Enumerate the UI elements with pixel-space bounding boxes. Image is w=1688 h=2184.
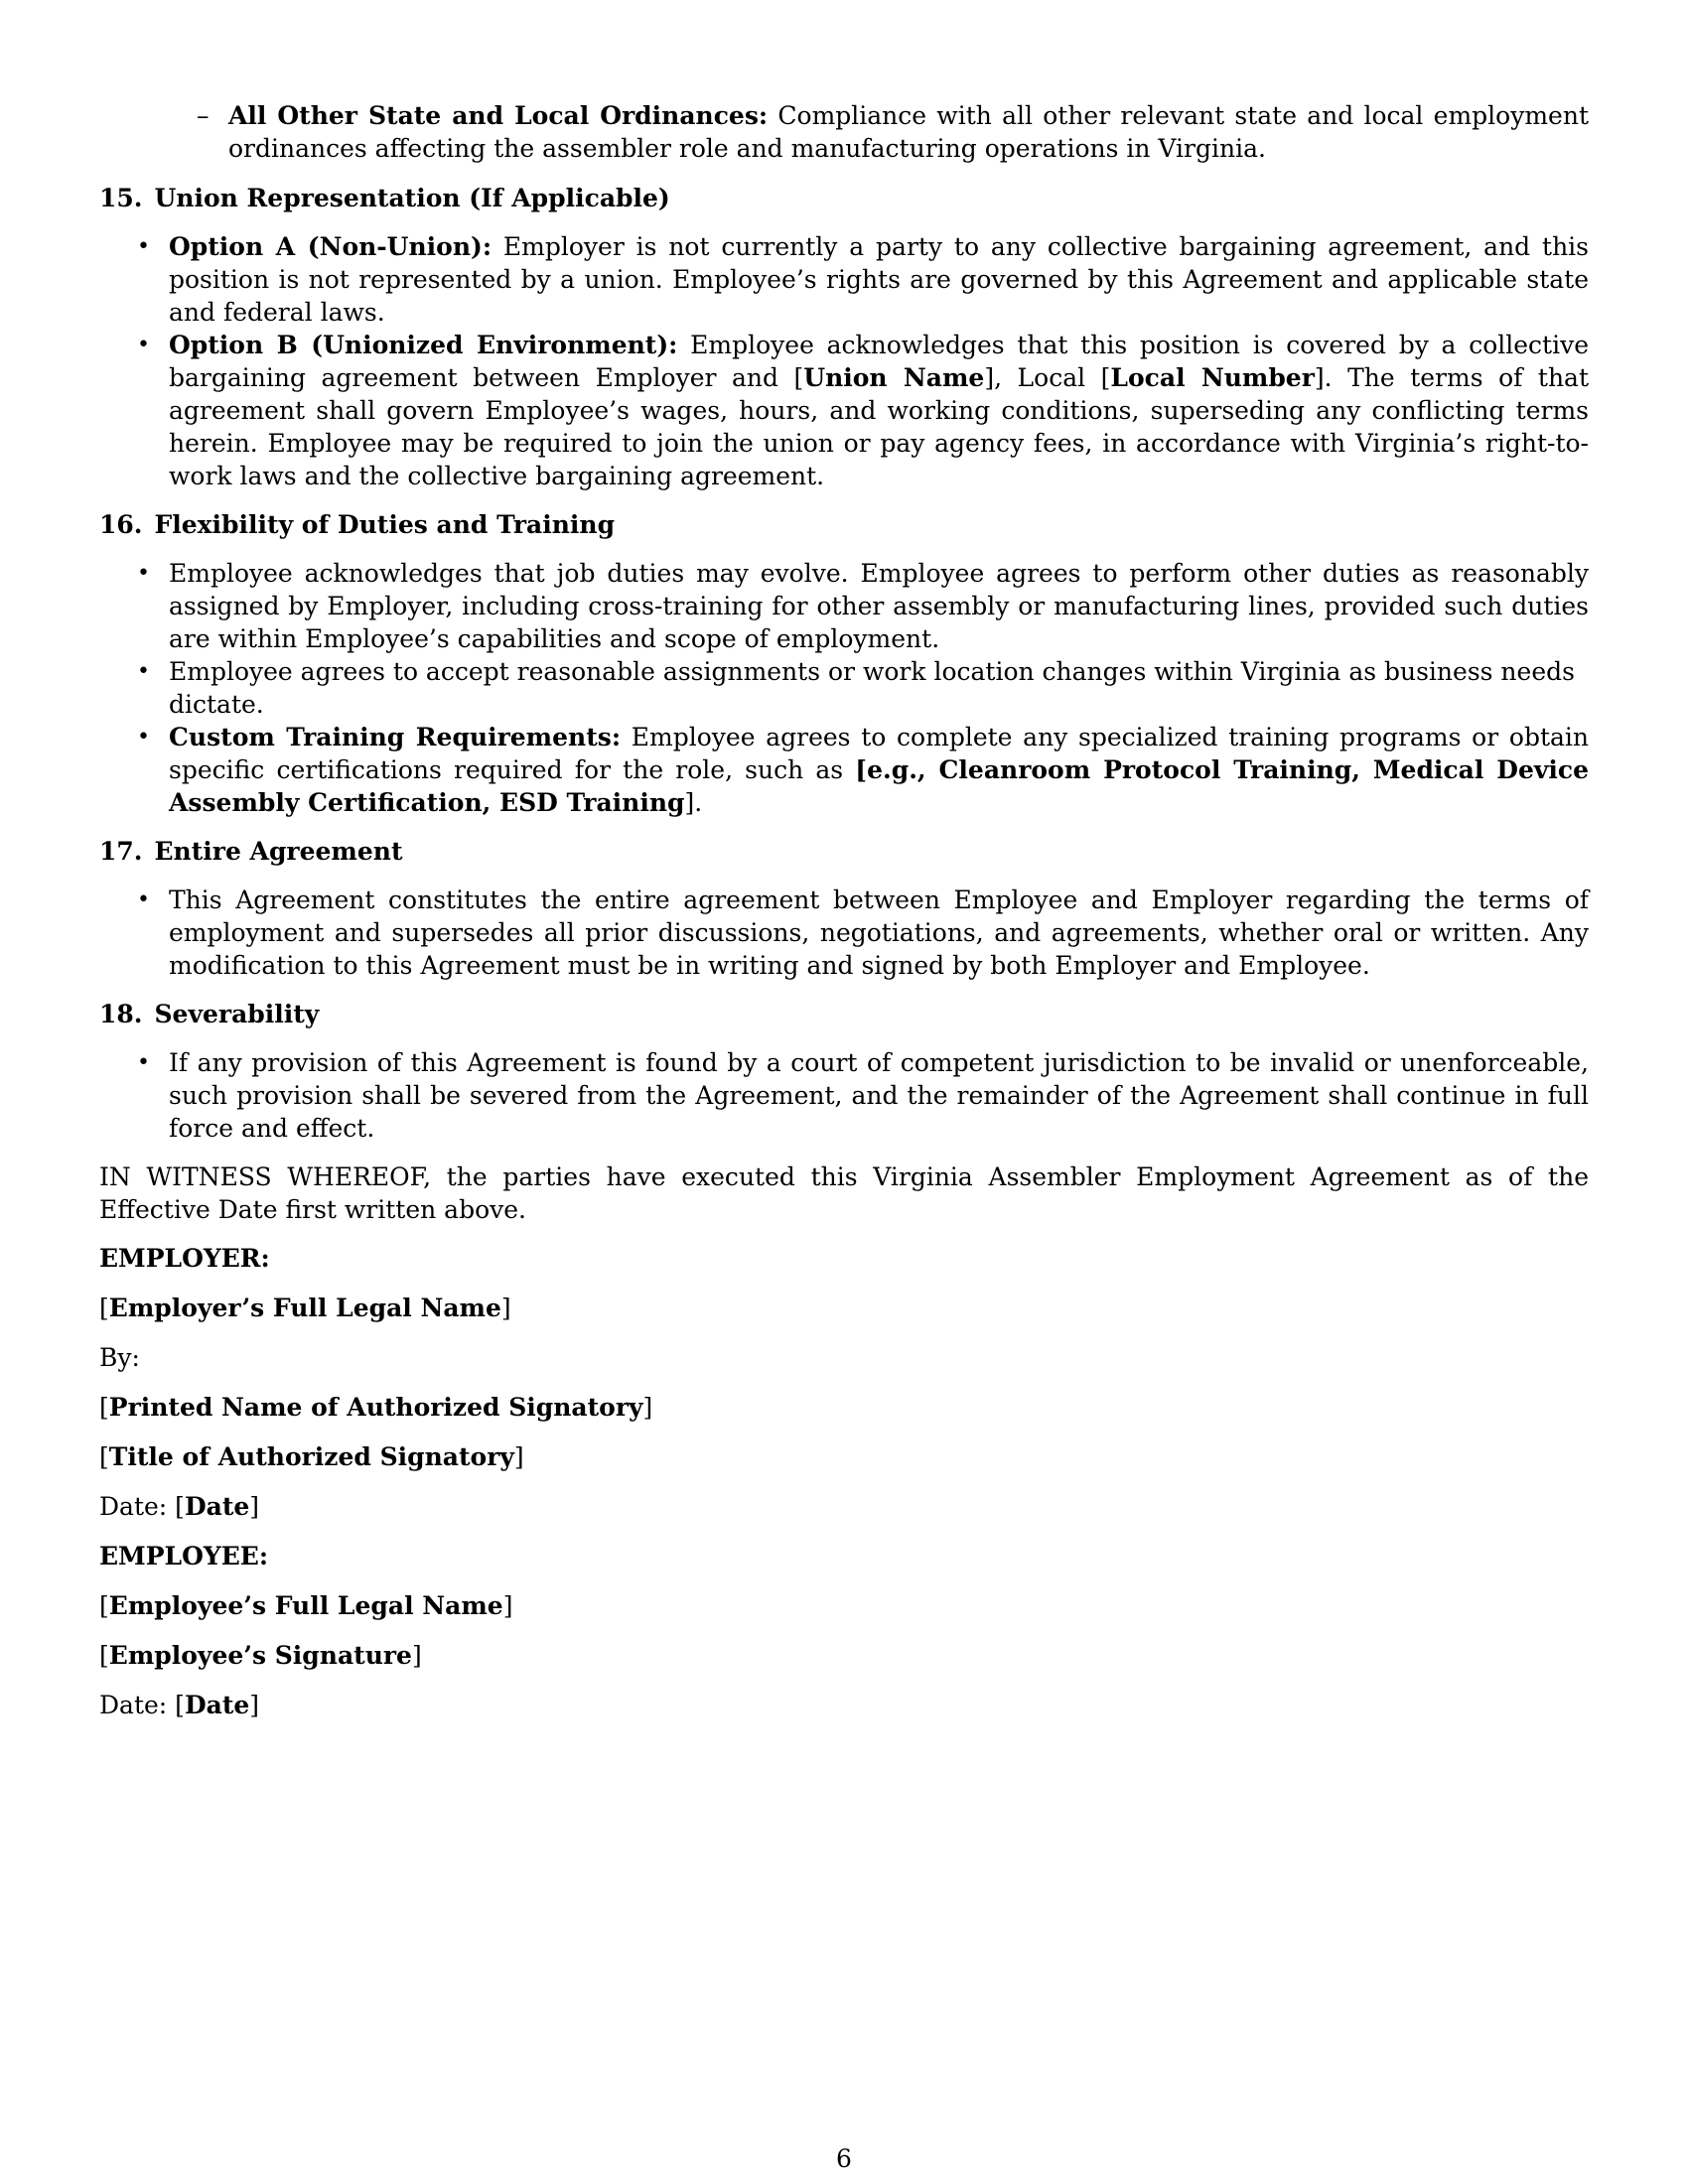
bracket: [ <box>99 1294 109 1322</box>
document-page <box>99 99 1589 1738</box>
date-label: Date: <box>99 1492 168 1521</box>
bullet-marker: • <box>137 333 150 357</box>
witness-paragraph: IN WITNESS WHEREOF, the parties have executed this Virginia Assembler Employment Agreement as of the Effective Date first written above. <box>99 1162 1589 1224</box>
section-17-list <box>99 884 1589 982</box>
signatory-title-line <box>99 1440 1589 1473</box>
list-item-text: If any provision of this Agreement is found by a court of competent jurisdiction to be invalid or unenforceable, such provision shall be severed from the Agreement, and the remainder of the Agreement shall continue in full force and effect. <box>169 1048 1589 1143</box>
section-number: 18. <box>99 1000 143 1028</box>
bullet-marker: • <box>137 887 150 912</box>
employer-heading: EMPLOYER: <box>99 1244 270 1273</box>
employee-signature-placeholder: Employee’s Signature <box>108 1641 412 1670</box>
employee-heading: EMPLOYEE: <box>99 1542 269 1570</box>
bracket: ] <box>642 1393 653 1422</box>
page-number: 6 <box>836 2144 852 2173</box>
section-title: Union Representation (If Applicable) <box>154 184 670 212</box>
bracket: [ <box>99 1591 109 1620</box>
employer-name-line <box>99 1292 1589 1324</box>
subitem-label: All Other State and Local Ordinances: <box>228 101 769 130</box>
bracket: ] <box>249 1492 260 1521</box>
section-16-list <box>99 557 1589 819</box>
list-item-text: Employee acknowledges that job duties may evolve. Employee agrees to perform other duties as reasonably assigned by Employer, including cross-training for other assembly or manufacturing lines, provided such duties are within Employee’s capabilities and scope of employment. <box>169 559 1589 653</box>
dash-marker: – <box>197 101 210 130</box>
section-title: Entire Agreement <box>154 837 403 866</box>
employer-date-line <box>99 1490 1589 1523</box>
date-placeholder: Date <box>184 1691 250 1719</box>
option-b-text: Employee acknowledges that this position is covered by a collective bargaining agreement between Employer and [ <box>169 331 1589 392</box>
bullet-marker: • <box>137 725 150 750</box>
employee-name-line <box>99 1589 1589 1622</box>
section-17-heading <box>99 835 1589 868</box>
printed-name-placeholder: Printed Name of Authorized Signatory <box>108 1393 643 1422</box>
list-item <box>99 655 1589 721</box>
option-b-text: ], Local [ <box>984 363 1111 392</box>
employer-name-placeholder: Employer’s Full Legal Name <box>108 1294 501 1322</box>
bracket: ] <box>411 1641 422 1670</box>
date-placeholder: Date <box>184 1492 250 1521</box>
bracket: [ <box>99 1442 109 1471</box>
bracket: [ <box>175 1691 185 1719</box>
list-item <box>99 557 1589 655</box>
signatory-title-placeholder: Title of Authorized Signatory <box>108 1442 514 1471</box>
training-label: Custom Training Requirements: <box>169 723 622 751</box>
bracket: [ <box>99 1393 109 1422</box>
bracket: [ <box>99 1641 109 1670</box>
printed-name-line <box>99 1391 1589 1424</box>
section-18-list <box>99 1046 1589 1145</box>
section-15-list <box>99 230 1589 492</box>
section-18-heading <box>99 998 1589 1030</box>
local-number-placeholder: Local Number <box>1110 363 1315 392</box>
list-item <box>99 884 1589 982</box>
list-item <box>99 230 1589 329</box>
section-number: 16. <box>99 510 143 539</box>
employee-name-placeholder: Employee’s Full Legal Name <box>108 1591 503 1620</box>
list-item-text: Employee agrees to complete any specialized training programs or obtain specific certifications required for the role, such as <box>169 723 1590 784</box>
list-item-text: ]. <box>684 788 703 817</box>
section-title: Severability <box>154 1000 320 1028</box>
bullet-marker: • <box>137 1050 150 1075</box>
training-examples: [e.g., Cleanroom Protocol Training, Medical Device Assembly Certification, ESD Training <box>169 755 1589 817</box>
bracket: ] <box>502 1591 513 1620</box>
list-item <box>99 329 1589 492</box>
union-name-placeholder: Union Name <box>803 363 985 392</box>
bullet-marker: • <box>137 234 150 259</box>
employee-date-line <box>99 1689 1589 1721</box>
bracket: ] <box>249 1691 260 1719</box>
bracket: ] <box>500 1294 511 1322</box>
option-a-text: Employer is not currently a party to any collective bargaining agreement, and this position is not represented by a union. Employee’s rights are governed by this Agreement and applicable state and federal laws. <box>169 232 1590 327</box>
employee-signature-line <box>99 1639 1589 1672</box>
section-number: 17. <box>99 837 143 866</box>
list-item-text: Employee agrees to accept reasonable assignments or work location changes within Virginia as business needs dictate. <box>169 657 1575 719</box>
section-title: Flexibility of Duties and Training <box>154 510 616 539</box>
section-15-heading <box>99 182 1589 214</box>
date-label: Date: <box>99 1691 168 1719</box>
subitem-text: Compliance with all other relevant state and local employment ordinances affecting the assembler role and manufacturing operations in Virginia. <box>228 101 1589 163</box>
option-b-text: ]. The terms of that agreement shall govern Employee’s wages, hours, and working conditions, superseding any conflicting terms herein. Employee may be required to join the union or pay agency fees, in accordance with Virginia’s right-to-work laws and the collective bargaining agreement. <box>169 363 1590 490</box>
employer-by-line: By: <box>99 1343 140 1372</box>
section-16-heading <box>99 508 1589 541</box>
bullet-marker: • <box>137 561 150 586</box>
option-b-label: Option B (Unionized Environment): <box>169 331 678 359</box>
bullet-marker: • <box>137 659 150 684</box>
section-number: 15. <box>99 184 143 212</box>
bracket: [ <box>175 1492 185 1521</box>
list-item <box>99 1046 1589 1145</box>
list-item-text: This Agreement constitutes the entire agreement between Employee and Employer regarding the terms of employment and supersedes all prior discussions, negotiations, and agreements, whether oral or written. Any modification to this Agreement must be in writing and signed by both Employer and Employee. <box>169 886 1589 980</box>
option-a-label: Option A (Non-Union): <box>169 232 492 261</box>
list-item <box>99 721 1589 819</box>
bracket: ] <box>513 1442 524 1471</box>
ordinances-subitem <box>99 99 1589 165</box>
